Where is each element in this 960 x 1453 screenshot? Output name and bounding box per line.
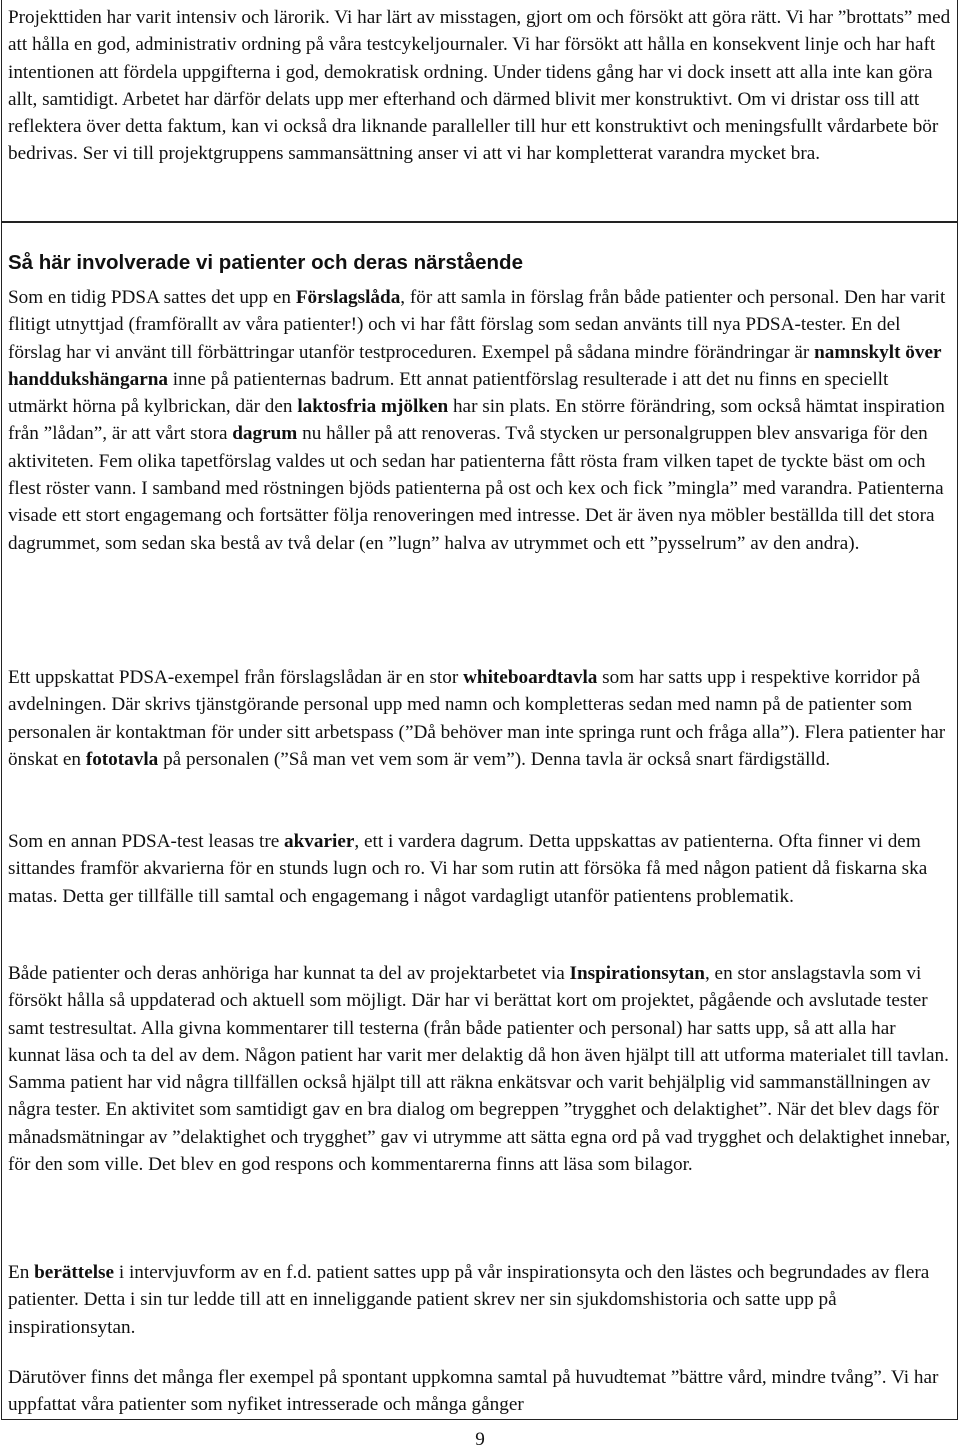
paragraph-forslagslada: Som en tidig PDSA sattes det upp en Förslagslåda, för att samla in förslag från både patienter och personal. Den har varit flitigt utnyttjad (framförallt av våra patienter!) och vi har fått förslag som sedan använts till nya PDSA-tester. En del förslag har vi använt till förbättringar utanför testproceduren. Exempel på sådana mindre förändringar är namnskylt över handdukshängarna inne på patienternas badrum. Ett annat patientförslag resulterade i att det nu finns en speciellt utmärkt hörna på kylbrickan, där den laktosfria mjölken har sin plats. En större förändring, som också hämtat inspiration från ”lådan”, är att vårt stora dagrum nu håller på att renoveras. Två stycken ur personalgruppen blev ansvariga för den aktiviteten. Fem olika tapetförslag valdes ut och sedan har patienterna fått rösta fram vilken tapet de tyckte bäst om och flest röster vann. I samband med röstningen bjöds patienterna på ost och kex och fick ”mingla” med varandra. Patienterna visade ett stort engagemang och fortsätter följa renoveringen med intresse. Det är även nya möbler beställda till det stora dagrummet, som sedan ska bestå av två delar (en ”lugn” halva av utrymmet och ett ”pysselrum” av den andra). (8, 287, 946, 554)
page-number: 9 (475, 1429, 485, 1450)
paragraph-akvarier: Som en annan PDSA-test leasas tre akvarier, ett i vardera dagrum. Detta uppskattas av patienterna. Ofta finner vi dem sittandes framför akvarierna för en stunds lugn och ro. Vi har som rutin att försöka få med någon patient då fiskarna ska matas. Detta ger tillfälle till samtal och engagemang i något vardagligt utanför patientens problematik. (8, 831, 928, 907)
paragraph-berattelse: En berättelse i intervjuvform av en f.d. patient sattes upp på vår inspirationsyta och den lästes och begrundades av flera patienter. Detta i sin tur ledde till att en inneliggande patient skrev ner sin sjukdomshistoria och satte upp på inspirationsytan. (8, 1262, 930, 1338)
paragraph-whiteboard: Ett uppskattat PDSA-exempel från förslagslådan är en stor whiteboardtavla som har satts upp i respektive korridor på avdelningen. Där skrivs tjänstgörande personal upp med namn och kompletteras sedan med namn på de patienter som personalen är kontaktman för under sitt arbetspass (”Då behöver man inte springa runt och fråga alla”). Flera patienter har önskat en fototavla på personalen (”Så man vet vem som är vem”). Denna tavla är också snart färdigställd. (8, 667, 946, 770)
paragraph-inspirationsyta: Både patienter och deras anhöriga har kunnat ta del av projektarbetet via Inspirationsytan, en stor anslagstavla som vi försökt hålla så uppdaterad och aktuell som möjligt. Där har vi berättat kort om projektet, pågående och avslutade tester samt testresultat. Alla givna kommentarer till testerna (från både patienter och personal) har satts upp, så att alla har kunnat läsa och ta del av dem. Någon patient har varit mer delaktig då hon även hjälpt till att utforma materialet till tavlan. Samma patient har vid några tillfällen också hjälpt till att räkna enkätsvar och varit behjälplig vid sammanställningen av några tester. En aktivitet som samtidigt gav en bra dialog om begreppen ”trygghet och delaktighet”. När det blev dags för månadsmätningar av ”delaktighet och trygghet” gav vi utrymme att sätta egna ord på vad trygghet och delaktighet innebar, för den som ville. Det blev en god respons och kommentarerna finns att läsa som bilagor. (8, 963, 951, 1176)
paragraph-spontana-samtal: Därutöver finns det många fler exempel på spontant uppkomna samtal på huvudtemat ”bättre vård, mindre tvång”. Vi har uppfattat våra patienter som nyfiket intresserade och många gånger (8, 1367, 939, 1416)
section-heading: Så här involverade vi patienter och deras närstående (8, 251, 523, 274)
intro-paragraph: Projekttiden har varit intensiv och lärorik. Vi har lärt av misstagen, gjort om och försökt att göra rätt. Vi har ”brottats” med att hålla en god, administrativ ordning på våra testcykeljournaler. Vi har försökt att hålla en konsekvent linje och har haft intentionen att fördela uppgifterna i god, demokratisk ordning. Under tidens gång har vi dock insett att alla inte kan göra allt, samtidigt. Arbetet har därför delats upp mer efterhand och därmed blivit mer konstruktivt. Om vi dristar oss till att reflektera över detta faktum, kan vi också dra liknande paralleller till hur ett konstruktivt och meningsfullt vårdarbete bör bedrivas. Ser vi till projektgruppens sammansättning anser vi att vi har kompletterat varandra mycket bra. (8, 7, 951, 165)
